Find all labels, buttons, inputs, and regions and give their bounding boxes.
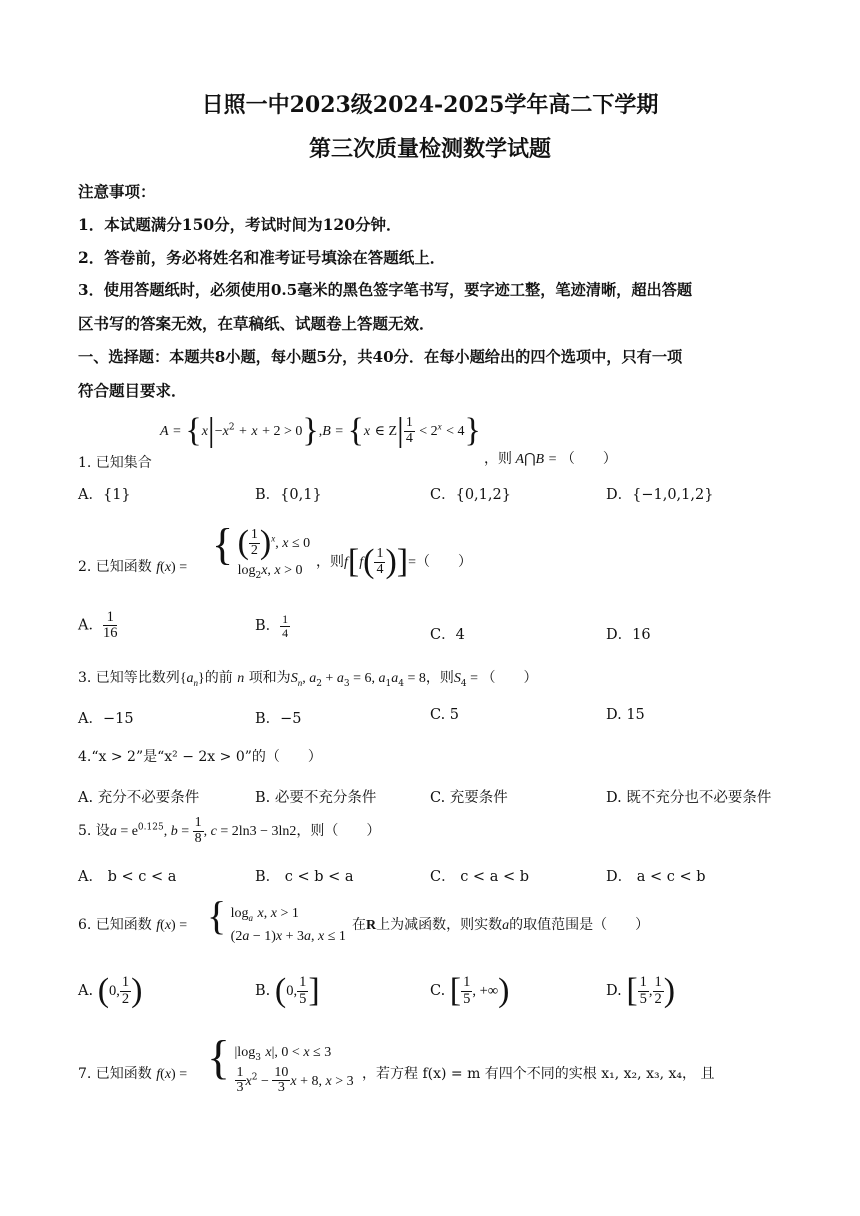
question-5-option-d: D． a < c < b <box>606 869 706 885</box>
notice-item-1: 1．本试题满分150分，考试时间为120分钟． <box>78 215 402 234</box>
question-7-tail: ，若方程 f(x) = m 有四个不同的实根 x₁, x₂, x₃, x₄， 且 <box>362 1066 715 1082</box>
notice-item-3-line2: 区书写的答案无效，在草稿纸、试题卷上答题无效． <box>78 314 435 333</box>
exam-title-line2: 第三次质量检测数学试题 <box>308 136 551 162</box>
question-6-option-c: C. [ $\frac{1}{5}$ , +∞) <box>430 972 510 1009</box>
exam-title-line1: 日照一中2023级2024-2025学年高二下学期 <box>201 92 659 118</box>
question-1-prefix: 1. 已知集合 <box>78 455 152 471</box>
question-3-stem: 3. 已知等比数列$\{a_n\}$的前 n 项和为$S_n$, $a_2 + a_3 = 6$, $a_1a_4 = 8$，则$S_4$ = （ ） <box>78 670 538 689</box>
notice-item-3-line1: 3．使用答题纸时，必须使用0.5毫米的黑色签字笔书写，要字迹工整，笔迹清晰，超出答题 <box>78 281 693 299</box>
notice-item-2: 2．答卷前，务必将姓名和准考证号填涂在答题纸上． <box>78 248 446 267</box>
question-6-piecewise: { $\log_a x$, x > 1 (2a − 1)x + 3a, x ≤ 1 <box>207 893 346 944</box>
question-2-option-a: A． $\frac{1}{16}$ <box>78 609 118 642</box>
question-2-option-d: D．16 <box>606 627 651 643</box>
question-2-prefix: 2. 已知函数 f(x) = <box>78 559 188 575</box>
question-4-option-c: C. 充要条件 <box>430 790 508 806</box>
question-3-option-c: C. 5 <box>430 707 460 723</box>
question-5-option-c: C． c < a < b <box>430 869 529 885</box>
question-1-option-c: C．{0,1,2} <box>430 487 511 503</box>
question-7-piecewise: { $|\log_3$ x|, 0 < x ≤ 3 $\frac{1}{3}$ $x^2$ − $\frac{10}{3}$ x + 8, x > 3 <box>207 1031 354 1096</box>
question-4-option-a: A. 充分不必要条件 <box>78 790 200 806</box>
question-5-option-a: A． b < c < a <box>78 869 177 885</box>
question-2-piecewise: { ( $\frac{1}{2}$ )$^x$, x ≤ 0 $\log_2x$, x > 0 <box>212 520 311 581</box>
question-6-option-b: B. (0, $\frac{1}{5}$ ] <box>255 972 320 1009</box>
question-1-tail: ，则 A⋂B = （ ） <box>484 451 617 467</box>
section-heading-line2: 符合题目要求． <box>78 381 187 400</box>
question-1-option-b: B．{0,1} <box>255 487 322 503</box>
question-4-stem: 4.“x > 2”是“x² − 2x > 0”的（ ） <box>78 749 322 765</box>
question-5-stem: 5. 设$a = e^{0.125}$, b = $\frac{1}{8}$ , c = 2ln3 − 3ln2，则（ ） <box>78 815 381 846</box>
question-6-option-a: A. (0, $\frac{1}{2}$ ) <box>78 972 143 1009</box>
question-1-formula: $A = \{x|-x^2 + x + 2 > 0\},B = \{x$ ∈ Z| $\frac{1}{4}$ < $2^x < 4$} <box>160 412 481 449</box>
question-6-prefix: 6. 已知函数 f(x) = <box>78 917 188 933</box>
question-4-option-d: D. 既不充分也不必要条件 <box>606 790 772 806</box>
question-1-option-a: A．{1} <box>78 487 131 503</box>
question-7-prefix: 7. 已知函数 f(x) = <box>78 1066 188 1082</box>
section-heading-line1: 一、选择题：本题共8小题，每小题5分，共40分．在每小题给出的四个选项中，只有一项 <box>78 348 683 366</box>
question-6-tail: 在R上为减函数，则实数a的取值范围是（ ） <box>352 917 650 933</box>
question-6-option-d: D. [ $\frac{1}{5}$ , $\frac{1}{2}$ ) <box>606 972 676 1009</box>
question-2-option-c: C．4 <box>430 627 465 643</box>
question-3-option-d: D. 15 <box>606 707 645 723</box>
notice-heading: 注意事项： <box>78 182 156 201</box>
question-2-tail: ，则f[f( $\frac{1}{4}$ )]=（ ） <box>316 543 472 580</box>
question-5-option-b: B． c < b < a <box>255 869 354 885</box>
question-2-option-b: B． $\frac{1}{4}$ <box>255 612 289 640</box>
question-3-option-a: A．−15 <box>78 711 134 727</box>
question-3-option-b: B．−5 <box>255 711 302 727</box>
question-4-option-b: B. 必要不充分条件 <box>255 790 377 806</box>
question-1-option-d: D．{−1,0,1,2} <box>606 487 714 503</box>
